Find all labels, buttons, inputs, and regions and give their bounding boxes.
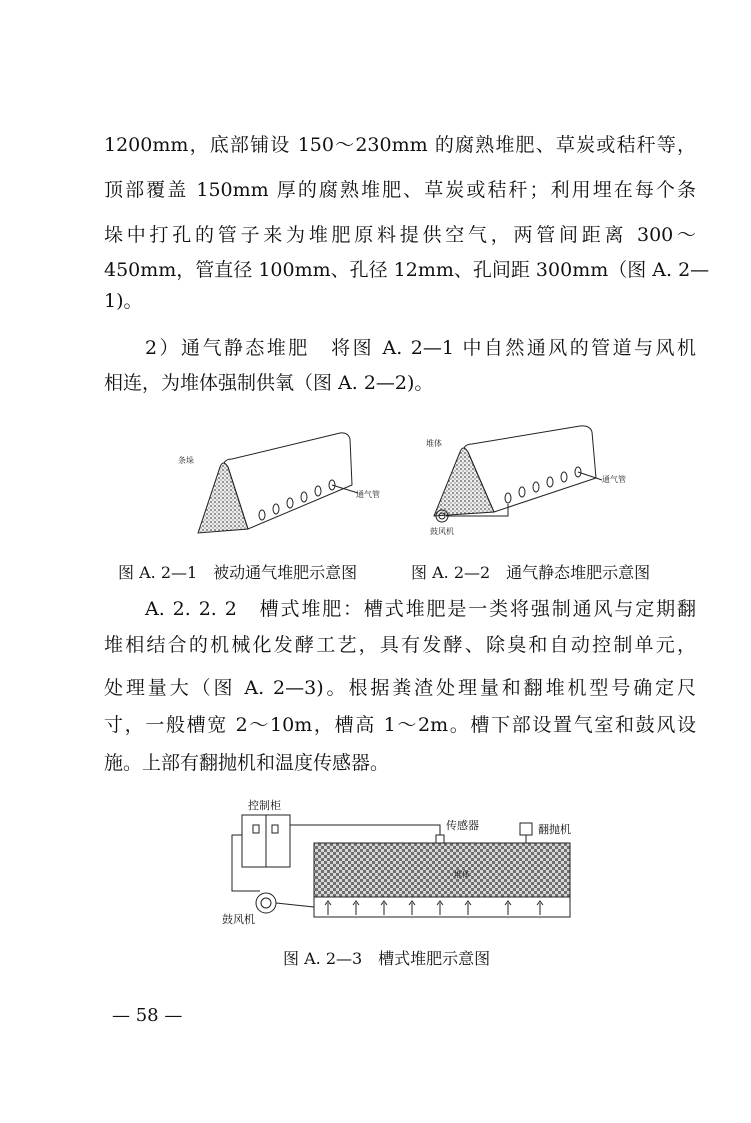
label-pile: 堆体 [454,870,470,879]
caption-figure-3: 图 A. 2—3 槽式堆肥示意图 [283,949,491,968]
label-sensor: 传感器 [446,819,479,832]
text-line: 相连，为堆体强制供氧（图 A. 2—2)。 [104,372,434,394]
pile-cross-section [198,463,248,533]
figure-passive-aeration [170,425,385,540]
label-turner: 翻抛机 [538,823,571,836]
text-line: 顶部覆盖 150mm 厚的腐熟堆肥、草炭或秸秆；利用埋在每个条 [104,179,696,201]
page-number: — 58 — [112,1005,183,1026]
pile-body [224,433,352,529]
text-line: 2）通气静态堆肥 将图 A. 2—1 中自然通风的管道与风机 [145,337,696,359]
text-line: 450mm，管直径 100mm、孔径 12mm、孔间距 300mm（图 A. 2— [104,259,710,281]
air-pipes [259,480,358,520]
text-line: 1200mm，底部铺设 150～230mm 的腐熟堆肥、草炭或秸秆等， [104,134,696,156]
pile-cross-section [434,448,494,516]
control-cabinet [242,815,290,867]
label-pile: 条垛 [178,456,194,465]
caption-figure-2: 图 A. 2—2 通气静态堆肥示意图 [411,563,651,582]
text-line: 垛中打孔的管子来为堆肥原料提供空气，两管间距离 300～ [104,224,696,246]
compost-trough [314,843,570,897]
text-line: A. 2. 2. 2 槽式堆肥：槽式堆肥是一类将强制通风与定期翻 [145,598,696,620]
label-control-cabinet: 控制柜 [248,799,281,812]
text-line: 1)。 [104,290,143,312]
label-fan: 鼓风机 [222,913,255,925]
caption-figure-1: 图 A. 2—1 被动通气堆肥示意图 [118,563,358,582]
label-pipe: 通气管 [602,475,626,484]
figure-trough-composting [222,795,582,925]
sensor [436,835,444,843]
air-chamber [314,897,570,917]
label-pile: 堆体 [426,439,442,448]
text-line: 堆相结合的机械化发酵工艺，具有发酵、除臭和自动控制单元， [104,634,696,656]
label-fan: 鼓风机 [430,527,454,536]
blower [256,893,276,913]
text-line: 施。上部有翻抛机和温度传感器。 [104,752,390,774]
turner [520,823,532,835]
figure-aerated-static-pile [420,420,645,545]
text-line: 处理量大（图 A. 2—3)。根据粪渣处理量和翻堆机型号确定尺 [104,677,696,699]
text-line: 寸，一般槽宽 2～10m，槽高 1～2m。槽下部设置气室和鼓风设 [104,714,696,736]
label-pipe: 通气管 [356,490,380,499]
